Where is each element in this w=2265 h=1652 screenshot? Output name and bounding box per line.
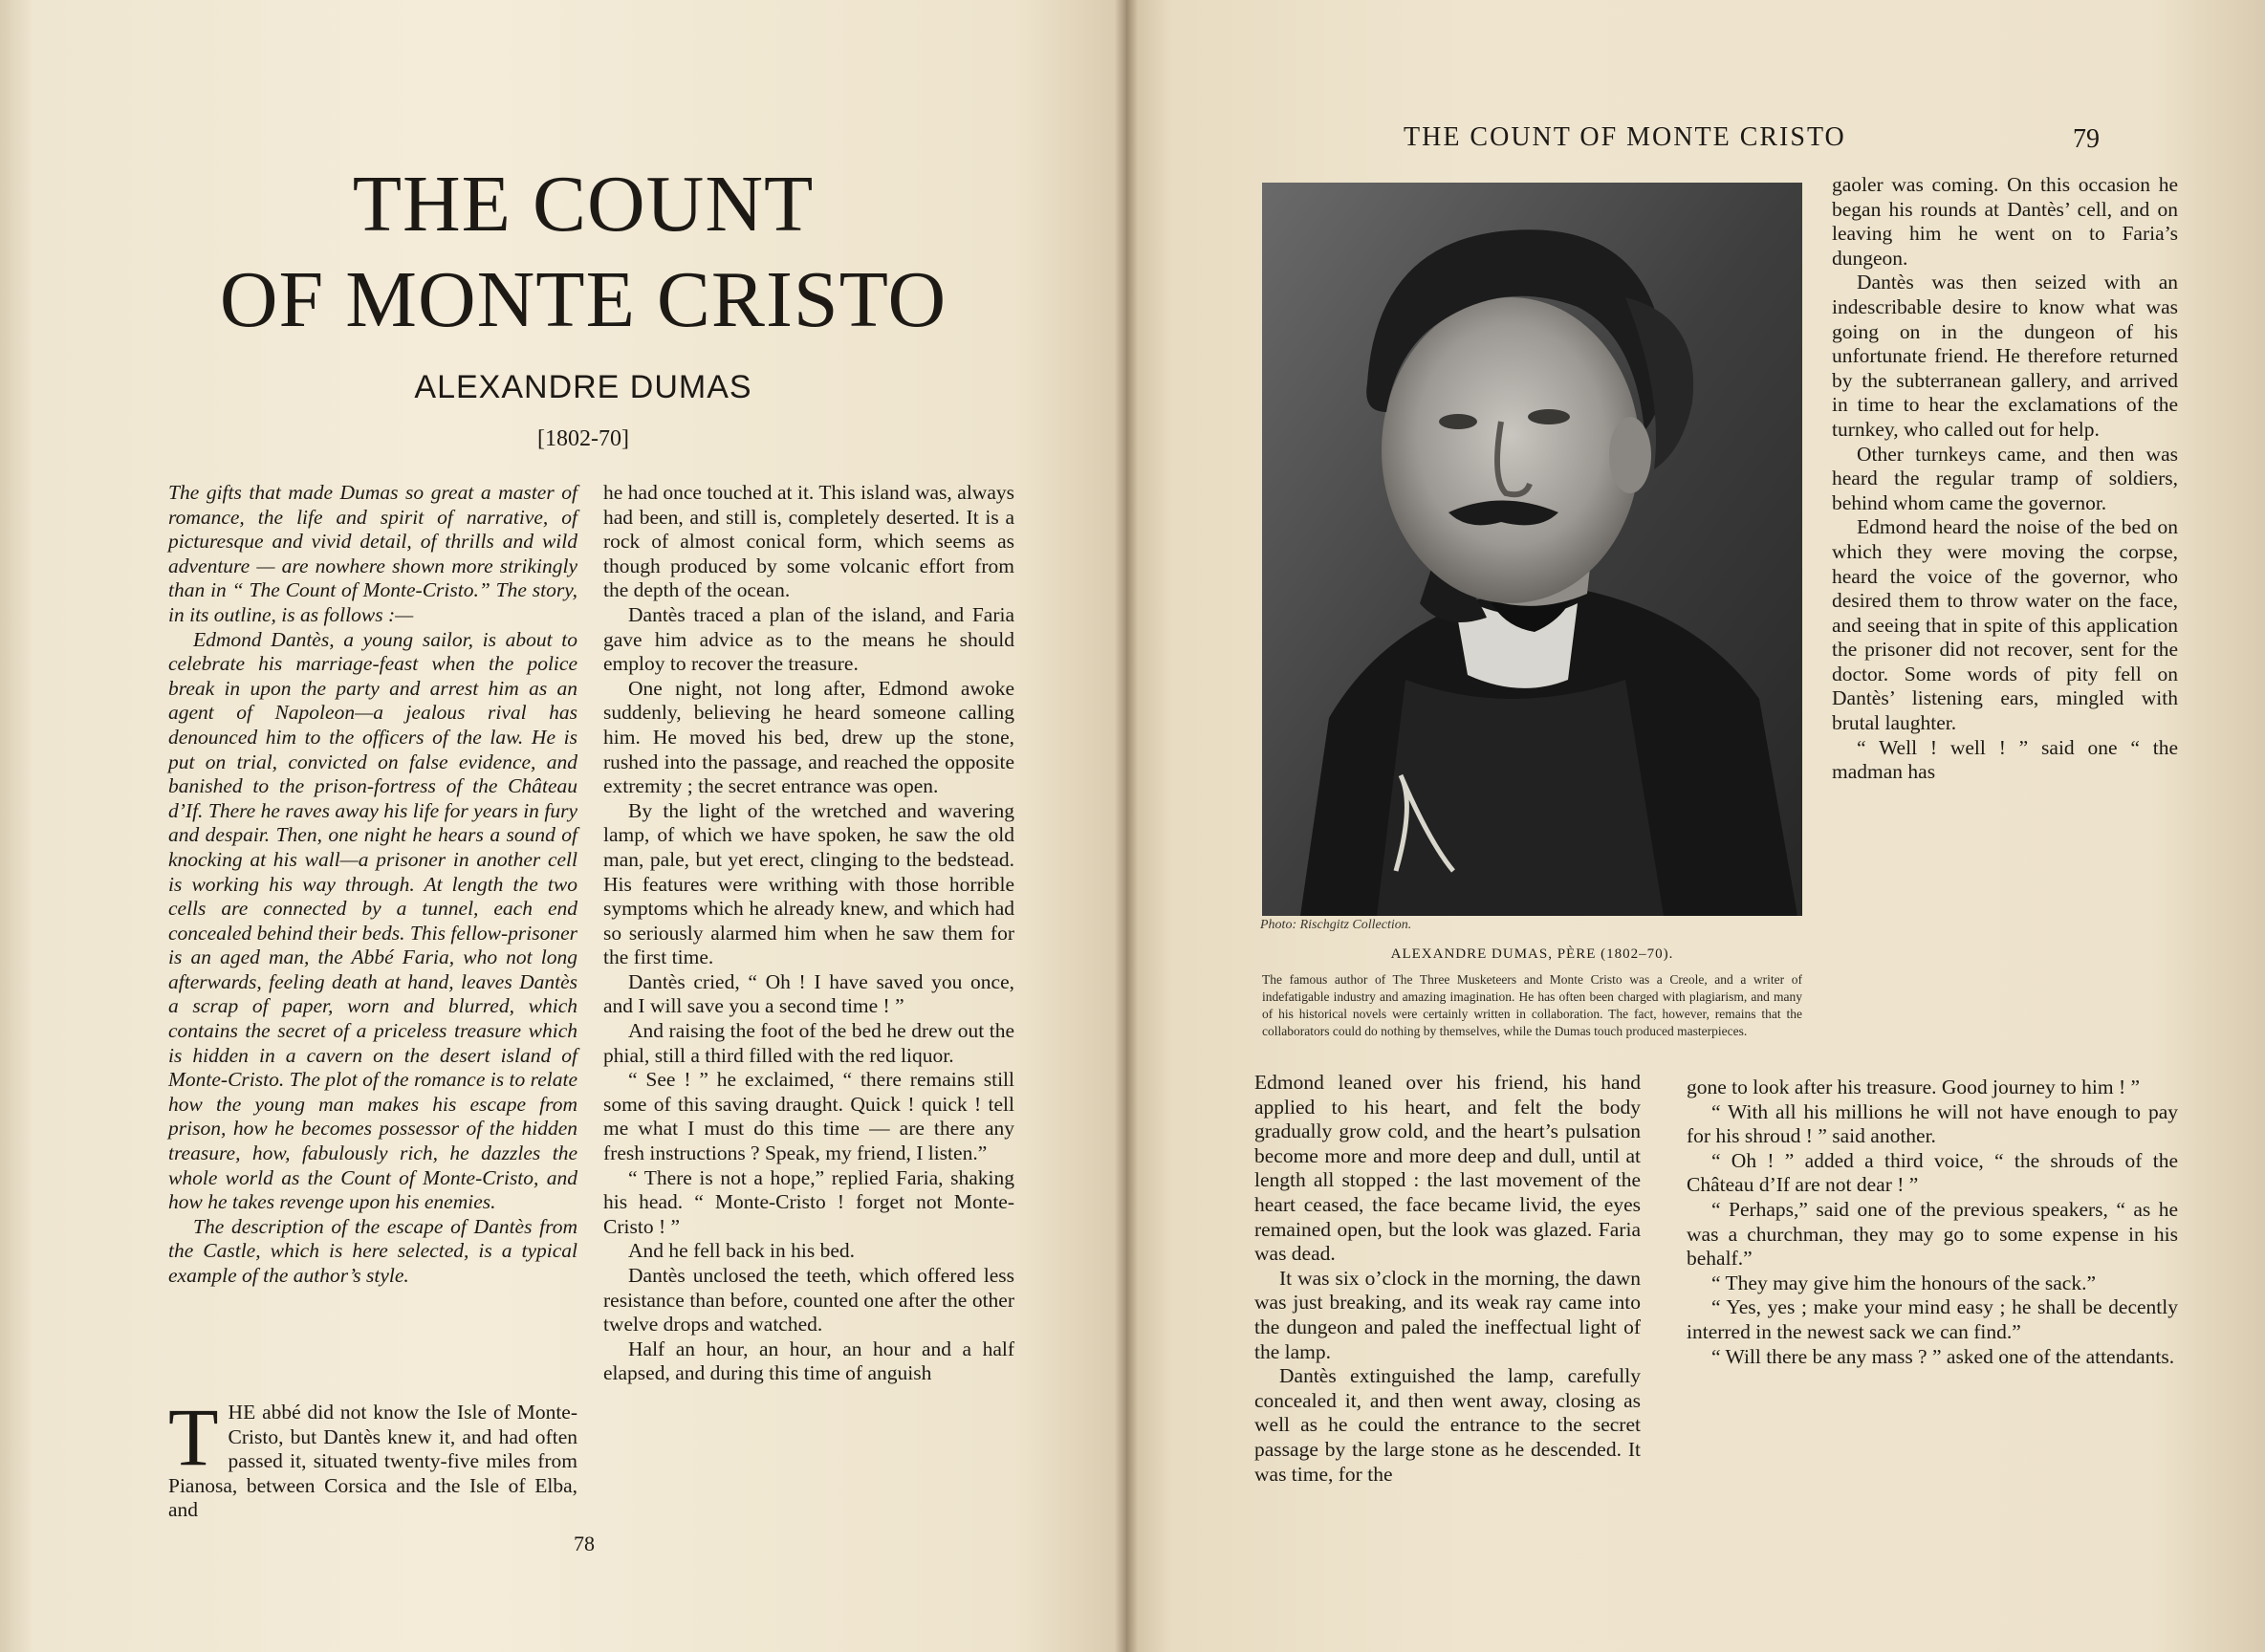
body-paragraph: Other turnkeys came, and then was heard the regular tramp of soldiers, behind whom came the governor. [1832, 442, 2178, 514]
photo-credit: Photo: Rischgitz Collection. [1260, 918, 1412, 932]
intro-paragraph: The gifts that made Dumas so great a master of romance, the life and spirit of narrative, of picturesque and vivid detail, of thrills and wild adventure — are nowhere shown more strikingly than in “ The Count of Monte-Cristo.” The story, in its outline, is as follows :— [168, 481, 577, 626]
author-name: ALEXANDRE DUMAS [414, 369, 752, 405]
title-line-1: THE COUNT [352, 160, 815, 249]
body-paragraph: “ They may give him the honours of the sack.” [1711, 1271, 2097, 1294]
intro-paragraph: The description of the escape of Dantès from the Castle, which is here selected, is a typical example of the author’s style. [168, 1214, 577, 1287]
opening-text: HE abbé did not know the Isle of Monte-Cristo, but Dantès knew it, and had often passed it, situated twenty-five miles from Pianosa, between Corsica and the Isle of Elba, and [168, 1401, 577, 1522]
body-paragraph: Dantès extinguished the lamp, carefully concealed it, and then went away, closing as well as he could the entrance to the secret passage by the large stone as he descended. It was time, for the [1254, 1364, 1641, 1486]
running-head: THE COUNT OF MONTE CRISTO [1404, 122, 1846, 152]
portrait-illustration [1262, 183, 1802, 916]
photo-caption-text: The famous author of The Three Musketeers and Monte Cristo was a Creole, and a writer of indefatigable industry and amazing imagination. He has often been charged with plagiarism, and many of his historical novels were certainly written in collaboration. The fact, however, remains that the collaborators could do nothing by themselves, while the Dumas touch produced masterpieces. [1262, 972, 1802, 1038]
intro-paragraph: Edmond Dantès, a young sailor, is about to celebrate his marriage-feast when the police break in upon the party and arrest him as an agent of Napoleon—a jealous rival has denounced him to the officers of the law. He is put on trial, convicted on false evidence, and banished to the prison-fortress of the Château d’If. There he raves away his life for years in fury and despair. Then, one night he hears a sound of knocking at his wall—a prisoner in another cell is working his way through. At length the two cells are connected by a tunnel, each end concealed behind their beds. This fellow-prisoner is an aged man, the Abbé Faria, who not long afterwards, feeling death at hand, leaves Dantès a scrap of paper, worn and blurred, which contains the secret of a priceless treasure which is hidden in a cavern on the desert island of Monte-Cristo. The plot of the romance is to relate how the young man makes his escape from prison, how he becomes possessor of the hidden treasure, how, fabulously rich, he dazzles the whole world as the Count of Monte-Cristo, and how he takes revenge upon his enemies. [168, 627, 577, 1214]
title-line-2: OF MONTE CRISTO [219, 255, 947, 344]
body-paragraph: It was six o’clock in the morning, the dawn was just breaking, and its weak ray came into the dungeon and paled the ineffectual light of the lamp. [1254, 1266, 1641, 1363]
body-paragraph: “ There is not a hope,” replied Faria, shaking his head. “ Monte-Cristo ! forget not Monte-Cristo ! ” [603, 1165, 1014, 1238]
body-paragraph: Dantès was then seized with an indescribable desire to know what was going on in the dungeon of his unfortunate friend. He therefore returned by the subterranean gallery, and arrived in time to hear the exclamations of the turnkey, who called out for help. [1832, 271, 2178, 441]
opening-paragraph [168, 1391, 577, 1523]
body-paragraph: “ Yes, yes ; make your mind easy ; he shall be decently interred in the newest sack we can find.” [1687, 1295, 2178, 1343]
body-paragraph: And raising the foot of the bed he drew out the phial, still a third filled with the red liquor. [603, 1019, 1014, 1067]
right-bottom-right-column [1687, 1076, 2178, 1369]
body-paragraph: Dantès traced a plan of the island, and Faria gave him advice as to the means he should employ to recover the treasure. [603, 602, 1014, 676]
photo-caption-title: ALEXANDRE DUMAS, PÈRE (1802–70). [1390, 946, 1674, 962]
dumas-portrait-photo [1262, 183, 1802, 916]
body-paragraph: “ Well ! well ! ” said one “ the madman has [1832, 735, 2178, 784]
drop-cap: T [168, 1391, 219, 1483]
body-paragraph: Dantès unclosed the teeth, which offered less resistance than before, counted one after the other twelve drops and watched. [603, 1264, 1014, 1337]
left-page [0, 0, 1126, 1652]
body-paragraph: “ Perhaps,” said one of the previous speakers, “ as he was a churchman, they may go to some expense in his behalf.” [1687, 1197, 2178, 1271]
body-paragraph: Dantès cried, “ Oh ! I have saved you once, and I will save you a second time ! ” [603, 969, 1014, 1018]
body-paragraph: Edmond heard the noise of the bed on which they were moving the corpse, heard the voice of the governor, who desired them to throw water on the face, and seeing that in spite of this application the prisoner did not recover, sent for the doctor. Some words of pity fell on Dantès’ listening ears, mingled with brutal laughter. [1832, 515, 2178, 735]
page-number-left: 78 [574, 1532, 595, 1555]
book-gutter [1115, 0, 1138, 1652]
right-page [1126, 0, 2265, 1652]
body-paragraph: gaoler was coming. On this occasion he began his rounds at Dantès’ cell, and on leaving him he went on to Faria’s dungeon. [1832, 173, 2178, 270]
body-paragraph: Half an hour, an hour, an hour and a half elapsed, and during this time of anguish [603, 1337, 1014, 1385]
body-paragraph: “ Will there be any mass ? ” asked one of the attendants. [1711, 1344, 2175, 1368]
body-paragraph: By the light of the wretched and wavering lamp, of which we have spoken, he saw the old man, pale, but yet erect, clinging to the bedstead. His features were writhing with those horrible symptoms which he already knew, and which had so seriously alarmed him when he saw them for the first time. [603, 798, 1014, 969]
body-paragraph: “ See ! ” he exclaimed, “ there remains still some of this saving draught. Quick ! quick ! tell me what I must do this time — are there any fresh instructions ? Speak, my friend, I listen.” [603, 1068, 1014, 1165]
body-paragraph: “ Oh ! ” added a third voice, “ the shrouds of the Château d’If are not dear ! ” [1687, 1148, 2178, 1197]
body-paragraph: he had once touched at it. This island was, always had been, and still is, completely deserted. It is a rock of almost conical form, which seems as though produced by some volcanic effort from the depth of the ocean. [603, 481, 1014, 602]
body-paragraph: Edmond leaned over his friend, his hand applied to his heart, and felt the body gradually grow cold, and the heart’s pulsation become more and more deep and dull, until at length all stopped : the last movement of the heart ceased, the face became livid, the eyes remained open, but the look was glazed. Faria was dead. [1254, 1071, 1641, 1266]
right-bottom-left-column [1254, 1071, 1641, 1487]
body-paragraph: “ With all his millions he will not have enough to pay for his shroud ! ” said another. [1687, 1099, 2178, 1148]
body-paragraph: gone to look after his treasure. Good journey to him ! ” [1687, 1076, 2141, 1098]
right-side-column [1832, 173, 2178, 785]
page-number-right: 79 [2073, 124, 2100, 154]
author-dates: [1802-70] [537, 426, 629, 451]
body-paragraph: One night, not long after, Edmond awoke suddenly, believing he heard someone calling him. He moved his bed, drew up the stone, rushed into the passage, and reached the opposite extremity ; the secret entrance was open. [603, 676, 1014, 798]
intro-summary [168, 481, 577, 1289]
left-column-2 [603, 481, 1014, 1386]
body-paragraph: And he fell back in his bed. [628, 1239, 856, 1263]
